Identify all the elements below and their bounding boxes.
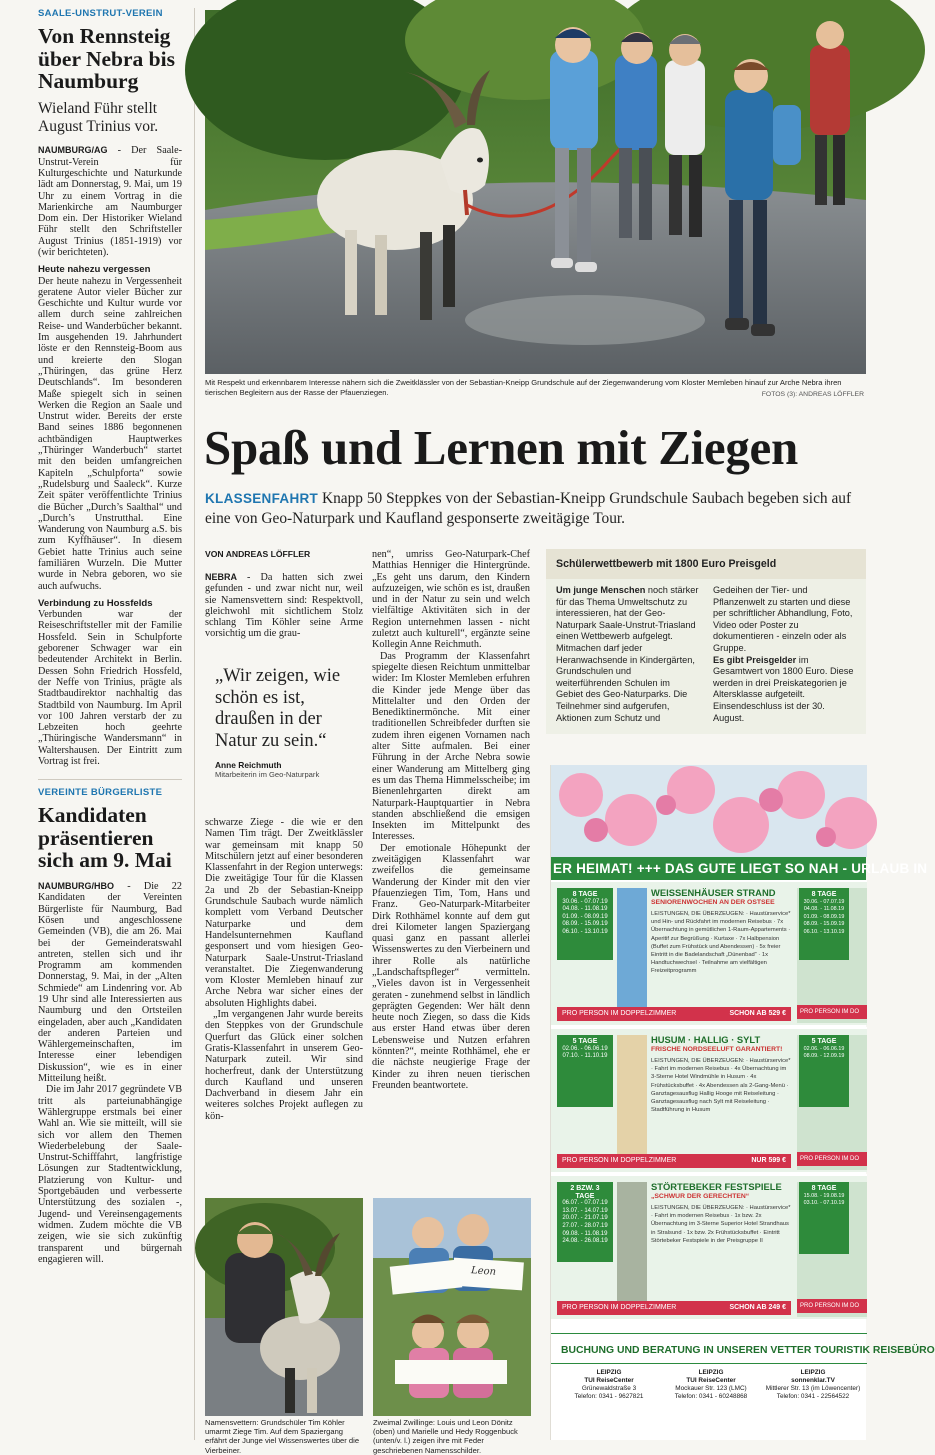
standfirst: KLASSENFAHRT Knapp 50 Steppkes von der Sebastian-Kneipp Grundschule Saubach begeben sich auf eine von Geo-Naturpark und Kaufland gesponserte zweitägige Tour.: [205, 490, 852, 527]
headline-rennsteig: Von Rennsteig über Nebra bis Naumburg: [38, 24, 175, 94]
booking-headline: BUCHUNG UND BERATUNG IN UNSEREN VETTER TOURISTIK REISEBÜRO: [561, 1345, 935, 1356]
offer-image-festival: [617, 1182, 647, 1302]
sign-leon: Leon: [470, 1265, 497, 1278]
column-rule: [194, 8, 195, 1440]
info-box-col-left: Um junge Menschen noch stärker für das Thema Umweltschutz zu interessieren, hat der Geo-Naturpark Saale-Unstrut-Triasland einen Wettbewerb aufgelegt. Mitmachen darf jeder Heranwachsende in Kindergärten, Grundschulen und weiterführenden Schulen im Gebiet des Geo-Naturparks. Die Teilnehmer sind aufgerufen, Aktionen zum Schutz und: [556, 585, 699, 723]
offer-price-bar: SCHON AB 249 € PRO PERSON IM DOPPELZIMMER: [557, 1301, 791, 1315]
main-photo-goat-children: [205, 10, 866, 374]
caption-twins: Zweimal Zwillinge: Louis und Leon Dönitz (oben) und Marielle und Hedy Roggenbuck (unten/v. l.) zeigen ihre mit Feder geschriebenen Namensschilder.: [373, 1418, 518, 1455]
offer-image-beach: [617, 888, 647, 1008]
photo-twins-signs: [373, 1198, 531, 1416]
subheadline-trinius: Wieland Führ stellt August Trinius vor.: [38, 99, 159, 135]
main-photo-caption: Mit Respekt und erkennbarem Interesse nähern sich die Zweitklässler von der Sebastian-Kneipp Grundschule auf der Ziegenwanderung vom Kloster Memleben hinauf zur Arche Nebra ihren tierischen Begleitern aus der Rasse der Pfauenziegen.: [205, 378, 842, 397]
offer-stoertebeker[interactable]: 2 BZW. 3 TAGE 06.07. - 07.07.19 13.07. - 14.07.19 20.07. - 21.07.19 27.07. - 28.07.19 09.08. - 11.08.19 24.08. - 26.08.19 STÖRTEBEKER FESTSPIELE „SCHWUR DER GERECHTEN“ LEISTUNGEN, DIE ÜBERZEUGEN: · Haustürservice* · Fahrt im modernen Reisebus · 1x bzw. 2x Übernachtung im 3-Sterne Superior Hotel Strandhaus in Stralsund · 1x bzw. 2x Frühstücksbuffet · Eintritt Störtebeker Festspiele in der Preisgruppe II SCHON AB 249 € PRO PERSON IM DOPPELZIMMER 8 TAGE 15.08. - 19.08.19 03.10. - 07.10.19 PRO PERSON IM DO: [551, 1174, 867, 1319]
pull-quote-text: „Wir zeigen, wie schön es ist, draußen in der Natur zu sein.“: [215, 666, 341, 751]
offer-price-bar: SCHON AB 529 € PRO PERSON IM DOPPELZIMMER: [557, 1007, 791, 1021]
article-kandidaten-body: NAUMBURG/HBO - Die 22 Kandidaten der Vereinten Bürgerliste für Naumburg, Bad Kösen und angeschlossene Gemeinden (VB), die am 26. Mai bei der Gemeinderatswahl antreten, stellen sich und ihr Programm am kommenden Donnerstag, 9. Mai, in der „Alten Schmiede“ am Lindenring vor. Ab 19 Uhr sind alle Interessierten aus Naumburg und den Ortsteilen eingeladen, aber auch „Kandidaten der anderen Parteien und Wählergemeinschaften, im Interesse einer lebendigen Diskussion“, wie es in einer Mitteilung heißt. Die im Jahr 2017 gegründete VB tritt als parteiunabhängige Wählergruppe erstmals bei einer Wahl an. Wie sie mitteilt, will sie sich vor allem den Themen Wiederbelebung der Saale-Unstrut-Schifffahrt, langfristige Lösungen zur Stadtentwicklung, Platzierung von Kultur- und Sportgebäuden und verbesserte Unterstützung des sozialen -, Jugend- und Vereinsengagements widmen. Zudem möchte die VB zeigen, wie sie sich zukünftig transparent und bürgernah engagieren will.: [38, 881, 182, 1265]
offer-image-lighthouse: [617, 1035, 647, 1155]
headline-kandidaten: Kandidaten präsentieren sich am 9. Mai: [38, 803, 172, 873]
pull-quote: [215, 666, 363, 779]
shop-3: LEIPZIG sonnenklar.TV Mittlerer Str. 13 (im Löwencenter) Telefon: 0341 - 22564522: [765, 1369, 861, 1400]
blossom-banner-image: [551, 765, 867, 857]
info-box-schuelerwettbewerb: [546, 549, 866, 734]
divider: [38, 779, 182, 780]
photo-tim-goat: [205, 1198, 363, 1416]
quote-author: Anne Reichmuth: [215, 760, 282, 770]
shop-2: LEIPZIG TUI ReiseCenter Mockauer Str. 123 (LMC) Telefon: 0341 - 60248868: [674, 1369, 748, 1400]
kicker-buergerliste: VEREINTE BÜRGERLISTE: [38, 787, 163, 799]
kicker-klassenfahrt: KLASSENFAHRT: [205, 491, 319, 506]
article-col1-bottom: schwarze Ziege - die wie er den Namen Tim trägt. Der Zweitklässler war gemeinsam mit knapp 50 Mitschülern jetzt auf einer besonderen Klassenfahrt in der Region unterwegs: Die zweitägige Tour für die Klassen 2a und 2b der Sebastian-Kneipp Grundschule Saubach wurde nämlich komplett vom Verband Deutscher Naturparke und dem Handelsunternehmen Kaufland gesponsert und vom hiesigen Geo-Naturpark Saale-Unstrut-Triasland veranstaltet. Die Ziegenwanderung vom Kloster Memleben hinauf zur Arche Nebra war sicher eines der absoluten Highlights dabei. „Im vergangenen Jahr wurde bereits den Steppkes von der Grundschule Querfurt das Glück einer solchen Gratis-Klassenfahrt in unserem Geo-Naturpark zuteil. Wir sind hocherfreut, dank der Unterstützung durch Kaufland und unseren Dachverband in diesem Jahr ein weiteres solches Projekt auflegen zu kön-: [205, 817, 363, 1122]
offer-husum[interactable]: 5 TAGE 02.06. - 06.06.19 07.10. - 11.10.19 HUSUM · HALLIG · SYLT FRISCHE NORDSEELUFT GARANTIERT! LEISTUNGEN, DIE ÜBERZEUGEN: · Haustürservice* · Fahrt im modernen Reisebus · 4x Übernachtung im 3-Sterne Hotel Windmühle in Husum · 4x Frühstücksbuffet · 4x Abendessen als 2-Gang-Menü · Ganztagesausflug Hallig Hooge mit Reiseleitung · Ganztagesausflug nach Sylt mit Reiseleitung · Stadtführung in Husum NUR 599 € PRO PERSON IM DOPPELZIMMER 5 TAGE 02.06. - 06.06.19 08.09. - 12.09.19 PRO PERSON IM DO: [551, 1027, 867, 1172]
article-col1-top: NEBRA - Da hatten sich zwei gefunden - und zwar nicht nur, weil sie Namensvettern sind: Respektvoll, gleichwohl mit sichtlichem Stolz schlang Tim Köhler seine Arme vorsichtig um die grau-: [205, 572, 363, 640]
main-headline: Spaß und Lernen mit Ziegen: [204, 420, 798, 475]
left-column: [38, 8, 182, 1265]
travel-advertisement[interactable]: [550, 765, 935, 1440]
caption-tim: Namensvettern: Grundschüler Tim Köhler umarmt Ziege Tim. Auf dem Spaziergang erfährt der Junge viel Wissenswertes über die Vierbeiner.: [205, 1418, 360, 1455]
info-box-title: Schülerwettbewerb mit 1800 Euro Preisgeld: [546, 549, 866, 579]
article-col2: nen“, umriss Geo-Naturpark-Chef Matthias Henniger die Hintergründe. „Es geht uns darum, den Kindern aufzuzeigen, wie schön es ist, draußen und in der Natur zu sein und welch vielfältige Aktivitäten sich in der Region unternehmen lassen - nicht zuletzt auch kulturell“, ergänzte seine Kollegin Anne Reichmuth. Das Programm der Klassenfahrt spiegelte diesen Reichtum unmittelbar wider: Im Kloster Memleben erfuhren die Kinder jede Menge über das Mittelalter und den Orden der Benediktinermönche. Mit einer traditionellen Schreibfeder durften sie zudem ihren eigenen Vornamen nach alter Sitte aufmalen. Bei einer Führung in der Arche Nebra sowie einer Wanderung am Mittelberg ging es um das Thema Himmelsscheibe; im Bienenlehrgarten direkt am Naturpark-Hauptquartier in Nebra standen abschließend die emsigen Insekten im Mittelpunkt des Interesses. Der emotionale Höhepunkt der zweitägigen Klassenfahrt war zweifellos die gemeinsame Wanderung der Kinder mit den vier Pfauenziegen Tim, Tom, Hans und Franz. Geo-Naturpark-Mitarbeiter Dirk Rothhämel konnte auf dem gut drei Kilometer langen Spaziergang quasi ganz en passant allerlei Wissenswertes zu den Vierbeinern und ihrer Rolle als natürliche „Landschaftspfleger“ vermitteln. „Vieles davon ist in Vergessenheit geraten - zunehmend selbst in ländlich geprägten Gegenden: Wer hält denn heute noch Ziegen, so dass die Kids aus erster Hand etwas über deren Lebensweise und Nutzen erfahren könnten?“, meinte Rothhämel, ehe er die nächste neugierige Frage der Kinder zu ihren neuen tierischen Freunden beantwortete.: [372, 549, 530, 1091]
info-box-col-right: Gedeihen der Tier- und Pflanzenwelt zu starten und diese per schriftlicher Abhandlung, Foto, Video oder Poster zu dokumentieren - einzeln oder als Gruppe. Es gibt Preisgelder im Gesamtwert von 1800 Euro. Diese werden in drei Preiskategorien je Altersklasse aufgeteilt. Einsendeschluss ist der 30. August.: [713, 585, 854, 723]
ad-banner-band: ER HEIMAT! +++ DAS GUTE LIEGT SO NAH - URLAUB IN: [551, 857, 866, 880]
article-trinius-body: NAUMBURG/AG - Der Saale-Unstrut-Verein für Kulturgeschichte und Naturkunde lädt am Donnerstag, 9. Mai, um 19 Uhr zu einem Vortrag in die Marienkirche am Naumburger Dom ein. Der Historiker Wieland Führ stellt den Schriftsteller August Trinius (1851-1919) vor (wir berichteten). Heute nahezu vergessen Der heute nahezu in Vergessenheit geratene Autor vieler Bücher zur Geschichte und Kultur wurde vor allem durch seine zahlreichen Reise- und Wanderbücher bekannt. Im ausgehenden 19. Jahrhundert löste er den Rennsteig-Boom aus und kreierte den Slogan „Thüringen, das grüne Herz Deutschlands“. Im besonderen Maße spiegelt sich in seinen Werken die Region an Saale und Unstrut wider. Bereits der erste Band seines 1886 begonnenen achtbändigen Hauptwerkes „Thüringer Wanderbuch“ startet mit den beiden umfangreichen Kapiteln „Schulpforta“ sowie „Rudelsburg und Saaleck“. Kurze Zeit später veröffentlichte Trinius die Bücher „Durch’s Saalthal“ und „Durch’s Unstrutthal. Eine Wanderung von Naumburg a.S. bis zum Kyffhäuser“. In diesem Gebiet hatte Trinius auch seine familiären Wurzeln. Die Mutter wurde in Nebra geboren, wo sie auch aufwuchs. Verbindung zu Hossfelds Verbunden war der Reiseschriftsteller mit der Familie Hossfeld. Sein in Schulpforte geborener Schwager war ein bedeutender Architekt in Berlin. Dessen Sohn Friedrich Hossfeld, der Neffe von Trinius, prägte als Stadtbaudirektor nachhaltig das Stadtbild von Naumburg. Im April vor 100 Jahren verstarb der zu Lebzeiten hoch geehrte „Thüringische Wandersmann“ in Waltershausen. Der Eintritt zum Vortrag ist frei.: [38, 145, 182, 768]
offer-weissenhaeuser[interactable]: 8 TAGE 30.06. - 07.07.19 04.08. - 11.08.19 01.09. - 08.09.19 08.09. - 15.09.19 06.10. - 13.10.19 WEISSENHÄUSER STRAND SENIORENWOCHEN AN DER OSTSEE LEISTUNGEN, DIE ÜBERZEUGEN: · Haustürservice* und Hin- und Rückfahrt im modernen Reisebus · 7x Übernachtung in gemütlichen 1-Raum-Appartements · Aperitif zur Begrüßung · Kurtaxe · 7x Halbpension (Buffet zum Frühstück und Abendessen) · 5x freier Eintritt in die Badelandschaft „Dünenbad“ · 1x Handtuchwechsel · Teilnahme am vielfältigen Freizeitprogramm SCHON AB 529 € PRO PERSON IM DOPPELZIMMER 8 TAGE 30.06. - 07.07.19 04.08. - 11.08.19 01.09. - 08.09.19 08.09. - 15.09.19 06.10. - 13.10.19 PRO PERSON IM DO: [551, 880, 867, 1025]
offer-price-bar: NUR 599 € PRO PERSON IM DOPPELZIMMER: [557, 1154, 791, 1168]
shop-1: LEIPZIG TUI ReiseCenter Grünewaldstraße 3 Telefon: 0341 - 9627821: [574, 1369, 644, 1400]
quote-role: Mitarbeiterin im Geo-Naturpark: [215, 770, 320, 779]
byline: VON ANDREAS LÖFFLER: [205, 549, 311, 559]
photo-credit: FOTOS (3): ANDREAS LÖFFLER: [761, 391, 864, 398]
kicker-saale-unstrut: SAALE-UNSTRUT-VEREIN: [38, 8, 163, 19]
